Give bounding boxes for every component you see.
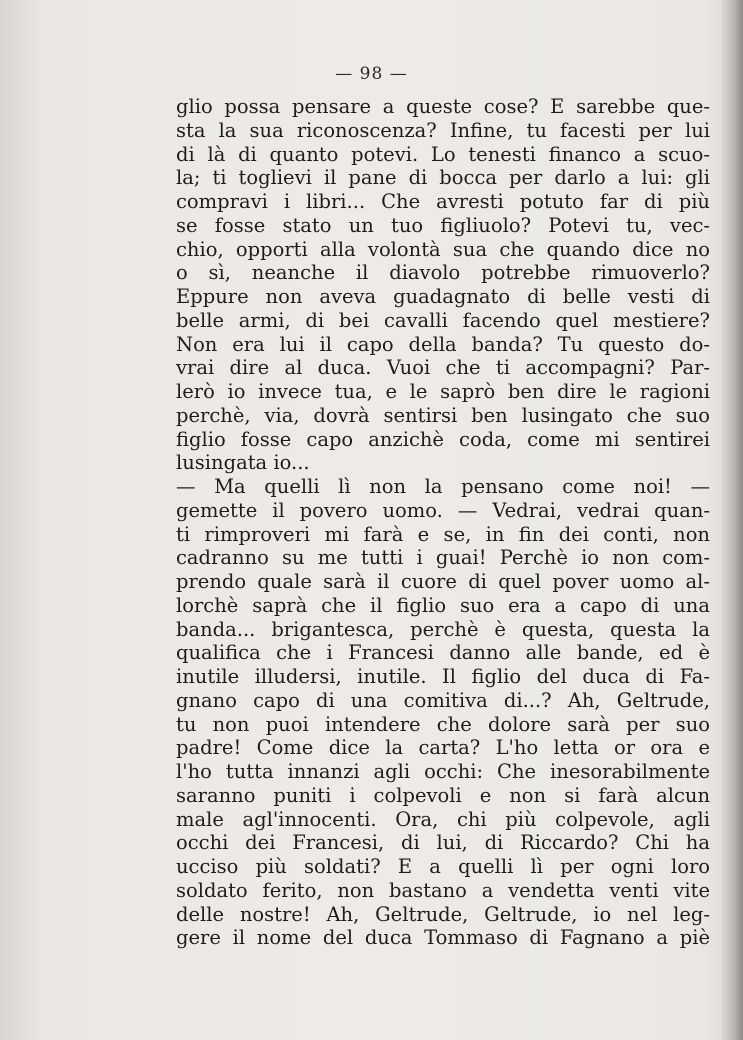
text-line: o sì, neanche il diavolo potrebbe rimuoverlo?: [176, 261, 710, 285]
text-line: gemette il povero uomo. — Vedrai, vedrai quan-: [176, 498, 710, 522]
text-line: vrai dire al duca. Vuoi che ti accompagni? Par-: [176, 356, 710, 380]
text-line: belle armi, di bei cavalli facendo quel mestiere?: [176, 308, 710, 332]
text-line: figlio fosse capo anzichè coda, come mi sentirei: [176, 427, 710, 451]
text-line: lerò io invece tua, e le saprò ben dire le ragioni: [176, 380, 710, 403]
text-line: perchè, via, dovrà sentirsi ben lusingato che suo: [176, 403, 710, 427]
text-line: tu non puoi intendere che dolore sarà per suo: [176, 712, 710, 736]
text-line: la; ti toglievi il pane di bocca per darlo a lui: gli: [176, 166, 710, 190]
text-line: lusingata io...: [176, 451, 310, 475]
text-line: l'ho tutta innanzi agli occhi: Che inesorabilmente: [176, 760, 710, 783]
text-line: se fosse stato un tuo figliuolo? Potevi tu, vec-: [176, 213, 710, 237]
text-line: compravi i libri... Che avresti potuto far di più: [176, 190, 710, 213]
text-line: glio possa pensare a queste cose? E sarebbe que-: [176, 95, 710, 118]
text-line: cadranno su me tutti i guai! Perchè io non com-: [176, 546, 710, 570]
text-line: soldato ferito, non bastano a vendetta venti vite: [176, 878, 710, 902]
text-line: ucciso più soldati? E a quelli lì per ogni loro: [176, 855, 710, 878]
text-line: di là di quanto potevi. Lo tenesti financo a scuo-: [176, 142, 710, 166]
text-line: male agl'innocenti. Ora, chi più colpevole, agli: [176, 807, 710, 831]
text-line: — Ma quelli lì non la pensano come noi! —: [176, 475, 710, 498]
text-line: Eppure non aveva guadagnato di belle vesti di: [176, 285, 710, 308]
text-line: prendo quale sarà il cuore di quel pover uomo al-: [176, 570, 710, 593]
body-text: [176, 95, 710, 950]
text-line: occhi dei Francesi, di lui, di Riccardo? Chi ha: [176, 831, 710, 855]
text-line: chio, opporti alla volontà sua che quando dice no: [176, 237, 710, 261]
text-line: Non era lui il capo della banda? Tu questo do-: [176, 332, 710, 356]
text-line: gere il nome del duca Tommaso di Fagnano a piè: [176, 926, 710, 950]
page-number: — 98 —: [335, 64, 408, 84]
text-line: ti rimproveri mi farà e se, in fin dei conti, non: [176, 522, 710, 546]
page-edge-shadow: [721, 0, 743, 1040]
text-line: delle nostre! Ah, Geltrude, Geltrude, io nel leg-: [176, 902, 710, 926]
text-line: saranno puniti i colpevoli e non si farà alcun: [176, 783, 710, 807]
text-line: qualifica che i Francesi danno alle bande, ed è: [176, 641, 710, 665]
text-line: lorchè saprà che il figlio suo era a capo di una: [176, 593, 710, 617]
text-line: gnano capo di una comitiva di...? Ah, Geltrude,: [176, 688, 710, 712]
text-line: banda... brigantesca, perchè è questa, questa la: [176, 617, 710, 641]
text-line: padre! Come dice la carta? L'ho letta or ora e: [176, 736, 710, 760]
text-line: sta la sua riconoscenza? Infine, tu facesti per lui: [176, 118, 710, 142]
text-line: inutile illudersi, inutile. Il figlio del duca di Fa-: [176, 665, 710, 688]
